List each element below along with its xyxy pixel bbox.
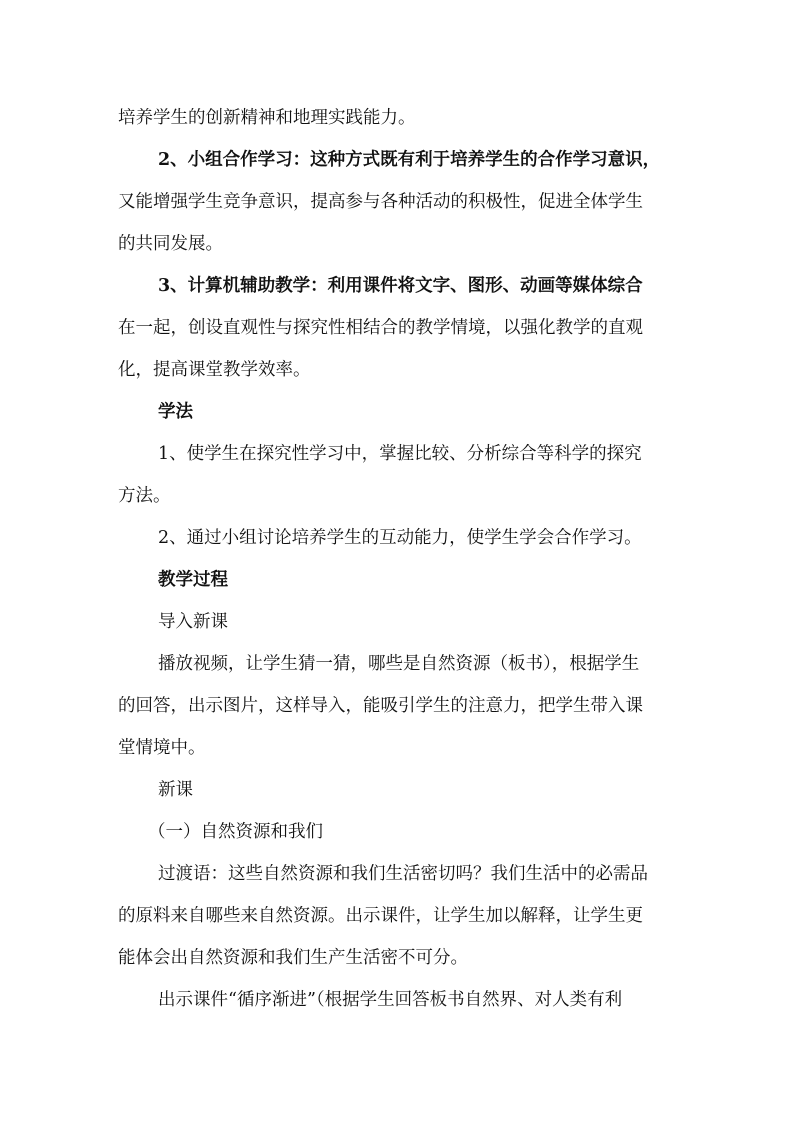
- text-line: 化，提高课堂教学效率。: [118, 360, 311, 380]
- method-2-heading-line: 2、小组合作学习：这种方式既有利于培养学生的合作学习意识，: [158, 150, 661, 170]
- text-line: 过渡语：这些自然资源和我们生活密切吗？我们生活中的必需品: [158, 864, 648, 884]
- text-line: 能体会出自然资源和我们生产生活密不可分。: [118, 948, 468, 968]
- text-line: 的回答，出示图片，这样导入，能吸引学生的注意力，把学生带入课: [118, 696, 643, 716]
- method-3-heading-line: 3、计算机辅助教学：利用课件将文字、图形、动画等媒体综合: [158, 276, 643, 296]
- text-line: 培养学生的创新精神和地理实践能力。: [118, 108, 416, 128]
- text-line: 的共同发展。: [118, 234, 223, 254]
- text-line: 又能增强学生竞争意识，提高参与各种活动的积极性，促进全体学生: [118, 192, 643, 212]
- text-line: 方法。: [118, 486, 171, 506]
- section-heading-teaching-process: 教学过程: [158, 570, 228, 590]
- text-line: 在一起，创设直观性与探究性相结合的教学情境，以强化教学的直观: [118, 318, 643, 338]
- subheading-import-lesson: 导入新课: [158, 612, 228, 632]
- section-heading-xuefa: 学法: [158, 402, 193, 422]
- text-line: 1、使学生在探究性学习中，掌握比较、分析综合等科学的探究: [158, 444, 642, 464]
- text-line: 2、通过小组讨论培养学生的互动能力，使学生学会合作学习。: [158, 528, 642, 548]
- subheading-new-lesson: 新课: [158, 780, 193, 800]
- text-line: 播放视频，让学生猜一猜，哪些是自然资源（板书），根据学生: [158, 654, 640, 674]
- subheading-part-one: （一）自然资源和我们: [148, 822, 323, 842]
- text-line: 出示课件“循序渐进”（根据学生回答板书自然界、对人类有利: [158, 990, 623, 1010]
- text-line: 堂情境中。: [118, 738, 206, 758]
- text-line: 的原料来自哪些来自然资源。出示课件，让学生加以解释，让学生更: [118, 906, 643, 926]
